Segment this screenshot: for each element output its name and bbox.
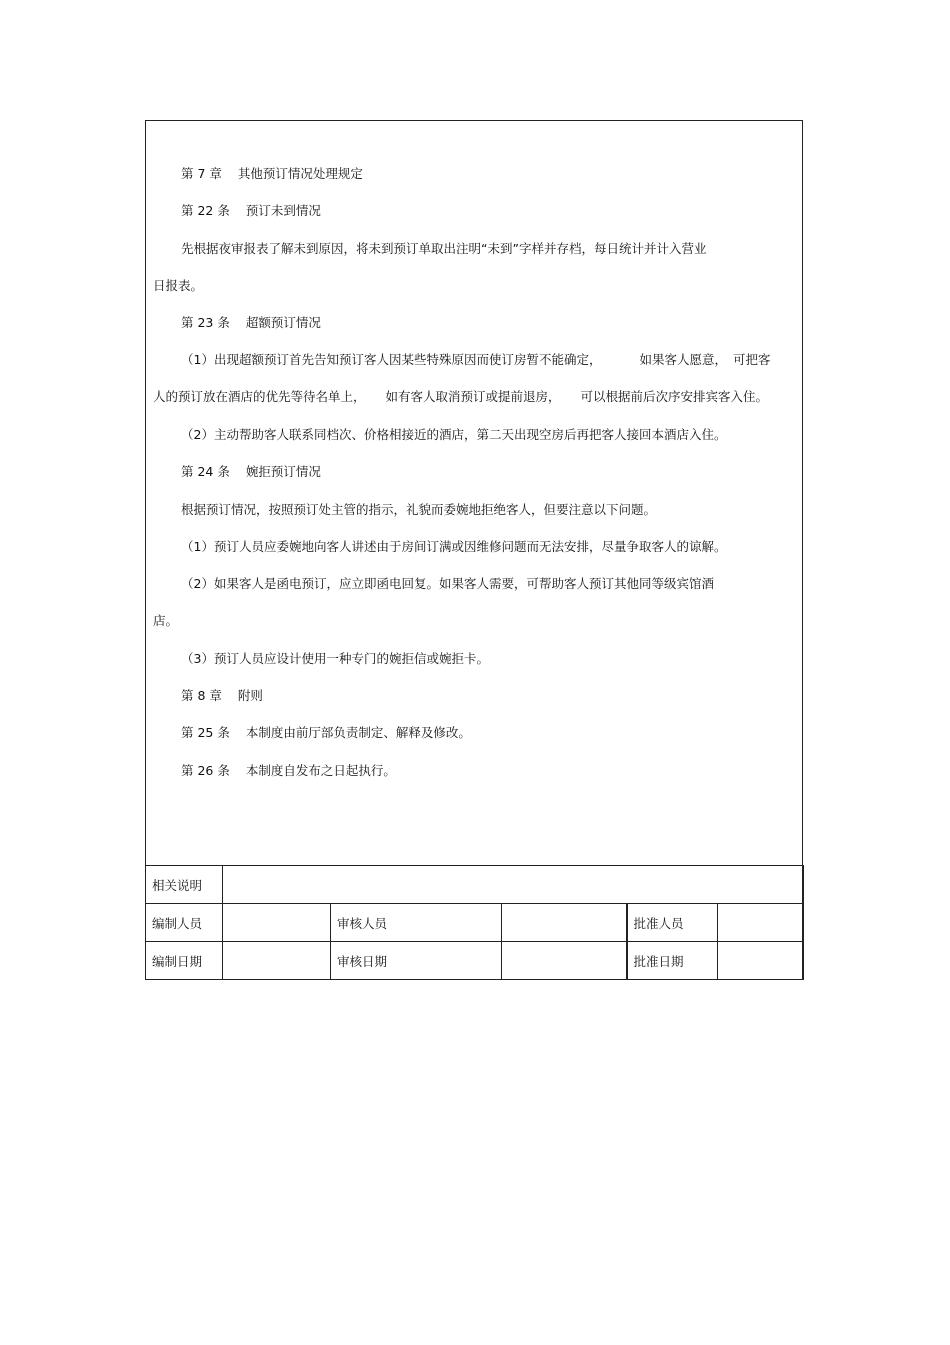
chapter-number: 第 8 章 xyxy=(181,688,222,703)
article-number: 第 23 条 xyxy=(181,315,230,330)
compiler-field[interactable] xyxy=(223,904,331,942)
article-title: 超额预订情况 xyxy=(245,315,321,330)
reviewer-label: 审核人员 xyxy=(331,904,502,942)
compiler-label: 编制人员 xyxy=(146,904,223,942)
signoff-table xyxy=(145,865,804,980)
chapter-8-heading xyxy=(146,688,802,704)
notes-label: 相关说明 xyxy=(146,866,223,904)
article-number: 第 24 条 xyxy=(181,464,230,479)
paragraph-line: 店。 xyxy=(153,613,179,628)
chapter-title: 其他预订情况处理规定 xyxy=(237,166,363,181)
text-segment: 人的预订放在酒店的优先等待名单上， xyxy=(153,389,366,404)
article-title: 预订未到情况 xyxy=(245,203,321,218)
article-title: 本制度自发布之日起执行。 xyxy=(245,763,396,778)
chapter-7-heading xyxy=(146,166,802,182)
article-number: 第 22 条 xyxy=(181,203,230,218)
article-number: 第 25 条 xyxy=(181,725,230,740)
article-22-heading xyxy=(146,203,802,219)
approver-label: 批准人员 xyxy=(627,904,718,942)
paragraph-line: （2）如果客人是函电预订，应立即函电回复。如果客人需要，可帮助客人预订其他同等级宾馆酒 xyxy=(181,576,714,591)
article-24-heading xyxy=(146,464,802,480)
approver-field[interactable] xyxy=(718,904,804,942)
paragraph-line: 根据预订情况，按照预订处主管的指示，礼貌而委婉地拒绝客人，但要注意以下问题。 xyxy=(181,502,657,517)
paragraph-line: （2）主动帮助客人联系同档次、价格相接近的酒店，第二天出现空房后再把客人接回本酒店入住。 xyxy=(181,427,727,442)
notes-row xyxy=(146,866,804,904)
notes-field[interactable] xyxy=(223,866,804,904)
text-segment: 如果客人愿意， xyxy=(639,352,727,367)
document-frame xyxy=(145,120,803,980)
paragraph-line xyxy=(146,389,802,405)
article-title: 本制度由前厅部负责制定、解释及修改。 xyxy=(245,725,471,740)
review-date-label: 审核日期 xyxy=(331,942,502,980)
approve-date-field[interactable] xyxy=(718,942,804,980)
text-segment: 如有客人取消预订或提前退房， xyxy=(385,389,561,404)
compile-date-label: 编制日期 xyxy=(146,942,223,980)
chapter-number: 第 7 章 xyxy=(181,166,222,181)
personnel-row xyxy=(146,904,804,942)
compile-date-field[interactable] xyxy=(223,942,331,980)
review-date-field[interactable] xyxy=(502,942,627,980)
article-25-heading xyxy=(146,725,802,741)
date-row xyxy=(146,942,804,980)
article-26-heading xyxy=(146,763,802,779)
approve-date-label: 批准日期 xyxy=(627,942,718,980)
text-segment: （1）出现超额预订首先告知预订客人因某些特殊原因而使订房暂不能确定， xyxy=(181,352,602,367)
paragraph-line: （1）预订人员应委婉地向客人讲述由于房间订满或因维修问题而无法安排，尽量争取客人的谅解。 xyxy=(181,539,727,554)
document-body xyxy=(146,121,802,866)
text-segment: 可把客 xyxy=(732,352,771,367)
article-title: 婉拒预订情况 xyxy=(245,464,321,479)
paragraph-line xyxy=(146,352,802,368)
paragraph-line: 日报表。 xyxy=(153,278,204,293)
chapter-title: 附则 xyxy=(237,688,263,703)
article-23-heading xyxy=(146,315,802,331)
reviewer-field[interactable] xyxy=(502,904,627,942)
text-segment: 可以根据前后次序安排宾客入住。 xyxy=(580,389,769,404)
paragraph-line: 先根据夜审报表了解未到原因，将未到预订单取出注明“未到”字样并存档，每日统计并计入营业 xyxy=(181,241,707,256)
paragraph-line: （3）预订人员应设计使用一种专门的婉拒信或婉拒卡。 xyxy=(181,651,489,666)
article-number: 第 26 条 xyxy=(181,763,230,778)
